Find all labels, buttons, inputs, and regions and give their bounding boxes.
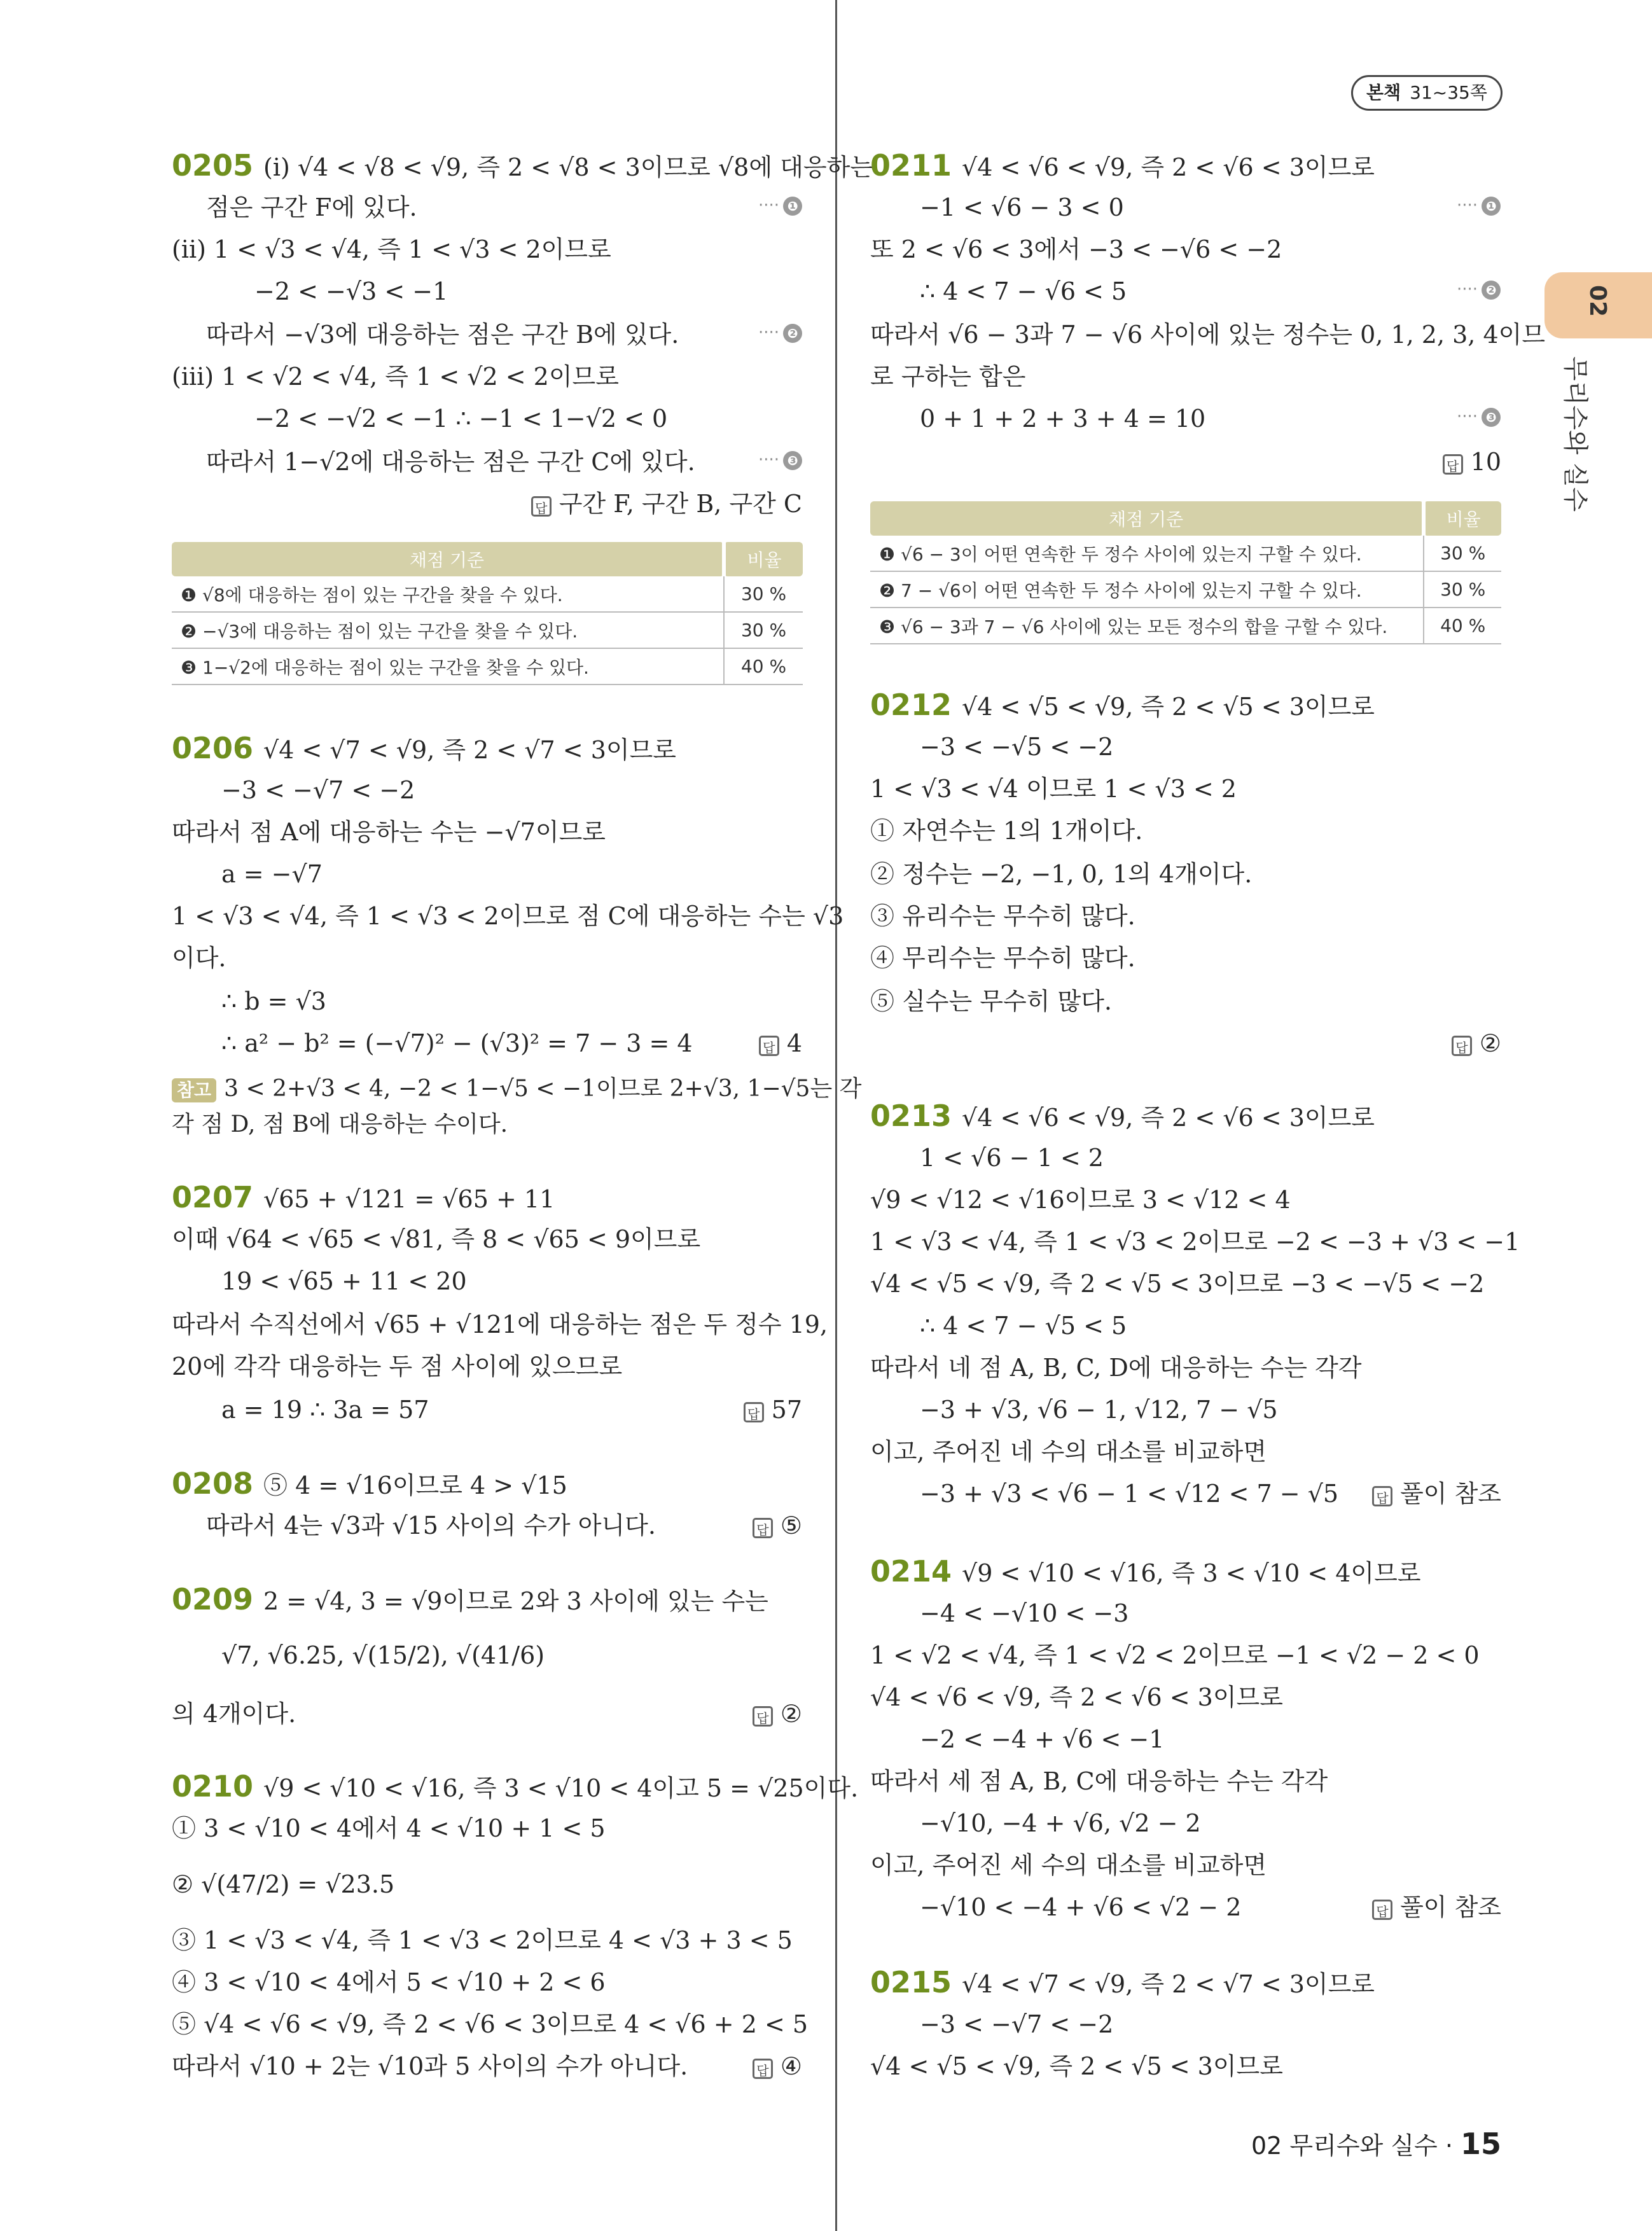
- table-header: 비율: [724, 542, 803, 576]
- problem-number: 0211: [870, 148, 952, 183]
- problem-0213-line3: √9 < √12 < √16이므로 3 < √12 < 4: [870, 1186, 1291, 1214]
- problem-number: 0215: [870, 1965, 952, 1999]
- problem-0214-line7: −√10, −4 + √6, √2 − 2: [920, 1809, 1201, 1837]
- problem-0211-line2: −1 < √6 − 3 < 0: [920, 193, 1124, 221]
- problem-0214-line8: 이고, 주어진 세 수의 대소를 비교하면: [870, 1851, 1267, 1879]
- problem-number: 0210: [172, 1769, 254, 1804]
- chapter-number: 02: [1585, 285, 1611, 317]
- problem-0213-line6: ∴ 4 < 7 − √5 < 5: [920, 1312, 1127, 1340]
- answer-icon: 답: [1443, 454, 1463, 475]
- problem-0212-line2: −3 < −√5 < −2: [920, 733, 1114, 761]
- problem-0211-line3: 또 2 < √6 < 3에서 −3 < −√6 < −2: [870, 235, 1282, 263]
- problem-0214-line2: −4 < −√10 < −3: [920, 1599, 1129, 1627]
- problem-0212-line5: ② 정수는 −2, −1, 0, 1의 4개이다.: [870, 860, 1253, 888]
- problem-0214-line1: 0214 √9 < √10 < √16, 즉 3 < √10 < 4이므로: [870, 1554, 1421, 1588]
- problem-0210-line4: ③ 1 < √3 < √4, 즉 1 < √3 < 2이므로 4 < √3 + 3 < 5: [172, 1926, 793, 1954]
- grading-table-0205: [172, 542, 803, 685]
- problem-0208-line1: 0208 ⑤ 4 = √16이므로 4 > √15: [172, 1466, 567, 1501]
- problem-0214-line6: 따라서 세 점 A, B, C에 대응하는 수는 각각: [870, 1767, 1328, 1795]
- problem-0206-line8: ∴ a² − b² = (−√7)² − (√3)² = 7 − 3 = 4: [221, 1029, 693, 1057]
- table-row: ❷ −√3에 대응하는 점이 있는 구간을 찾을 수 있다. 30 %: [172, 612, 803, 648]
- problem-0211-line5: 따라서 √6 − 3과 7 − √6 사이에 있는 정수는 0, 1, 2, 3, 4이므: [870, 321, 1546, 349]
- column-divider: [835, 0, 837, 2231]
- problem-0213-line4: 1 < √3 < √4, 즉 1 < √3 < 2이므로 −2 < −3 + √3 < −1: [870, 1228, 1520, 1256]
- answer-0212: 답 ②: [1452, 1027, 1501, 1060]
- problem-0206-line7: ∴ b = √3: [221, 987, 326, 1015]
- answer-0213: 답 풀이 참조: [1372, 1477, 1501, 1510]
- answer-icon: 답: [1372, 1900, 1392, 1920]
- answer-0211: 답 10: [1443, 445, 1501, 478]
- problem-0209-line2: √7, √6.25, √(15/2), √(41/6): [221, 1641, 545, 1669]
- answer-icon: 답: [1452, 1036, 1472, 1056]
- answer-0207: 답 57: [744, 1393, 802, 1426]
- problem-0206-line3: 따라서 점 A에 대응하는 수는 −√7이므로: [172, 818, 606, 846]
- problem-0207-line2: 이때 √64 < √65 < √81, 즉 8 < √65 < 9이므로: [172, 1225, 701, 1253]
- problem-0212-line7: ④ 무리수는 무수히 많다.: [870, 944, 1135, 972]
- problem-0210-line6: ⑤ √4 < √6 < √9, 즉 2 < √6 < 3이므로 4 < √6 + 2 < 5: [172, 2010, 809, 2038]
- table-header: 채점 기준: [870, 501, 1424, 536]
- problem-0205-line6: (iii) 1 < √2 < √4, 즉 1 < √2 < 2이므로: [172, 363, 619, 391]
- problem-0213-line10: −3 + √3 < √6 − 1 < √12 < 7 − √5: [920, 1480, 1339, 1508]
- answer-0205: 답 구간 F, 구간 B, 구간 C: [531, 487, 802, 520]
- answer-icon: 답: [759, 1036, 779, 1056]
- problem-number: 0206: [172, 731, 254, 765]
- problem-0212-line1: 0212 √4 < √5 < √9, 즉 2 < √5 < 3이므로: [870, 688, 1375, 722]
- problem-0205-line7: −2 < −√2 < −1 ∴ −1 < 1−√2 < 0: [254, 405, 668, 433]
- table-row: ❶ √8에 대응하는 점이 있는 구간을 찾을 수 있다. 30 %: [172, 576, 803, 612]
- chapter-tab: [1544, 272, 1652, 338]
- footer-chapter: 02 무리수와 실수: [1251, 2132, 1438, 2160]
- problem-0206-line5: 1 < √3 < √4, 즉 1 < √3 < 2이므로 점 C에 대응하는 수는 √3: [172, 902, 844, 930]
- problem-0210-line7: 따라서 √10 + 2는 √10과 5 사이의 수가 아니다.: [172, 2052, 688, 2080]
- answer-0206: 답 4: [759, 1027, 802, 1060]
- book-label: 본책: [1366, 82, 1401, 103]
- table-row: ❶ √6 − 3이 어떤 연속한 두 정수 사이에 있는지 구할 수 있다. 30 %: [870, 536, 1501, 571]
- problem-0210-line5: ④ 3 < √10 < 4에서 5 < √10 + 2 < 6: [172, 1968, 606, 1996]
- problem-0209-line1: 0209 2 = √4, 3 = √9이므로 2와 3 사이에 있는 수는: [172, 1582, 768, 1616]
- problem-0212-line6: ③ 유리수는 무수히 많다.: [870, 902, 1135, 930]
- problem-0212-line8: ⑤ 실수는 무수히 많다.: [870, 987, 1112, 1015]
- answer-0208: 답 ⑤: [753, 1509, 802, 1542]
- problem-0213-line2: 1 < √6 − 1 < 2: [920, 1144, 1104, 1172]
- answer-0209: 답 ②: [753, 1697, 802, 1730]
- reference-note-line1: 참고 3 < 2+√3 < 4, −2 < 1−√5 < −1이므로 2+√3, 1−√5는 각: [172, 1073, 861, 1106]
- problem-0212-line3: 1 < √3 < √4 이므로 1 < √3 < 2: [870, 775, 1237, 803]
- step-marker-2: ···· ❷: [1457, 280, 1501, 300]
- problem-0206-line2: −3 < −√7 < −2: [221, 776, 415, 804]
- problem-0214-line3: 1 < √2 < √4, 즉 1 < √2 < 2이므로 −1 < √2 − 2 < 0: [870, 1641, 1480, 1669]
- problem-0205-line3: (ii) 1 < √3 < √4, 즉 1 < √3 < 2이므로: [172, 235, 611, 263]
- page-footer: 02 무리수와 실수 · 15: [1251, 2127, 1501, 2161]
- problem-0205-line2: 점은 구간 F에 있다.: [206, 193, 417, 221]
- table-row: ❸ √6 − 3과 7 − √6 사이에 있는 모든 정수의 합을 구할 수 있다. 40 %: [870, 608, 1501, 644]
- step-marker-3: ···· ❸: [758, 450, 802, 470]
- answer-icon: 답: [753, 1706, 773, 1727]
- problem-0213-line5: √4 < √5 < √9, 즉 2 < √5 < 3이므로 −3 < −√5 < −2: [870, 1270, 1485, 1298]
- problem-0212-line4: ① 자연수는 1의 1개이다.: [870, 817, 1143, 845]
- problem-0214-line4: √4 < √6 < √9, 즉 2 < √6 < 3이므로: [870, 1683, 1283, 1711]
- step-marker-1: ···· ❶: [1457, 196, 1501, 216]
- answer-0214: 답 풀이 참조: [1372, 1891, 1501, 1924]
- chapter-title: 무리수와 실수: [1560, 356, 1590, 512]
- page-range-label: [1351, 75, 1503, 111]
- answer-icon: 답: [744, 1402, 764, 1422]
- problem-0214-line9: −√10 < −4 + √6 < √2 − 2: [920, 1893, 1242, 1921]
- problem-number: 0214: [870, 1554, 952, 1588]
- problem-number: 0213: [870, 1099, 952, 1133]
- problem-number: 0208: [172, 1466, 254, 1501]
- problem-0215-line3: √4 < √5 < √9, 즉 2 < √5 < 3이므로: [870, 2052, 1283, 2080]
- problem-0205-line5: 따라서 −√3에 대응하는 점은 구간 B에 있다.: [206, 321, 679, 349]
- problem-number: 0209: [172, 1582, 254, 1616]
- grading-table-0211: [870, 501, 1501, 644]
- problem-0206-line1: 0206 √4 < √7 < √9, 즉 2 < √7 < 3이므로: [172, 731, 677, 765]
- problem-0215-line2: −3 < −√7 < −2: [920, 2010, 1114, 2038]
- problem-0211-line7: 0 + 1 + 2 + 3 + 4 = 10: [920, 405, 1206, 433]
- problem-0210-line3: ② √(47/2) = √23.5: [172, 1870, 395, 1898]
- reference-note-line2: 각 점 D, 점 B에 대응하는 수이다.: [172, 1111, 508, 1137]
- step-marker-3: ···· ❸: [1457, 407, 1501, 427]
- problem-0206-line4: a = −√7: [221, 860, 323, 888]
- problem-number: 0207: [172, 1180, 254, 1214]
- problem-0208-line2: 따라서 4는 √3과 √15 사이의 수가 아니다.: [206, 1512, 656, 1539]
- problem-0207-line4: 따라서 수직선에서 √65 + √121에 대응하는 점은 두 정수 19,: [172, 1310, 828, 1338]
- table-header: 채점 기준: [172, 542, 724, 576]
- answer-0210: 답 ④: [753, 2050, 802, 2083]
- answer-icon: 답: [753, 1518, 773, 1538]
- answer-icon: 답: [1372, 1486, 1392, 1506]
- problem-0207-line5: 20에 각각 대응하는 두 점 사이에 있으므로: [172, 1352, 623, 1380]
- problem-0213-line9: 이고, 주어진 네 수의 대소를 비교하면: [870, 1438, 1267, 1466]
- table-header: 비율: [1424, 501, 1501, 536]
- problem-0205-line1: 0205 (i) √4 < √8 < √9, 즉 2 < √8 < 3이므로 √8에 대응하는: [172, 148, 873, 183]
- problem-0207-line3: 19 < √65 + 11 < 20: [221, 1267, 467, 1295]
- problem-0211-line6: 로 구하는 합은: [870, 363, 1026, 391]
- problem-0205-line4: −2 < −√3 < −1: [254, 277, 448, 305]
- answer-icon: 답: [531, 496, 552, 517]
- problem-0207-line6: a = 19 ∴ 3a = 57: [221, 1396, 429, 1424]
- reference-badge: 참고: [172, 1078, 216, 1102]
- problem-0214-line5: −2 < −4 + √6 < −1: [920, 1725, 1165, 1753]
- problem-number: 0212: [870, 688, 952, 722]
- table-row: ❷ 7 − √6이 어떤 연속한 두 정수 사이에 있는지 구할 수 있다. 30 %: [870, 571, 1501, 608]
- problem-0215-line1: 0215 √4 < √7 < √9, 즉 2 < √7 < 3이므로: [870, 1965, 1375, 1999]
- page-number: 15: [1460, 2127, 1501, 2161]
- step-marker-2: ···· ❷: [758, 323, 802, 343]
- problem-0213-line8: −3 + √3, √6 − 1, √12, 7 − √5: [920, 1396, 1278, 1424]
- problem-0211-line1: 0211 √4 < √6 < √9, 즉 2 < √6 < 3이므로: [870, 148, 1375, 183]
- page-range: 31~35쪽: [1410, 82, 1487, 103]
- answer-icon: 답: [753, 2059, 773, 2079]
- problem-0209-line3: 의 4개이다.: [172, 1700, 296, 1728]
- table-row: ❸ 1−√2에 대응하는 점이 있는 구간을 찾을 수 있다. 40 %: [172, 648, 803, 685]
- problem-0210-line1: 0210 √9 < √10 < √16, 즉 3 < √10 < 4이고 5 = √25이다.: [172, 1769, 859, 1804]
- problem-number: 0205: [172, 148, 254, 183]
- problem-0213-line7: 따라서 네 점 A, B, C, D에 대응하는 수는 각각: [870, 1354, 1362, 1382]
- problem-0211-line4: ∴ 4 < 7 − √6 < 5: [920, 277, 1127, 305]
- problem-0206-line6: 이다.: [172, 944, 226, 972]
- problem-0207-line1: 0207 √65 + √121 = √65 + 11: [172, 1180, 555, 1214]
- problem-0210-line2: ① 3 < √10 < 4에서 4 < √10 + 1 < 5: [172, 1814, 606, 1842]
- step-marker-1: ···· ❶: [758, 196, 802, 216]
- problem-0205-line8: 따라서 1−√2에 대응하는 점은 구간 C에 있다.: [206, 448, 695, 476]
- problem-0213-line1: 0213 √4 < √6 < √9, 즉 2 < √6 < 3이므로: [870, 1099, 1375, 1133]
